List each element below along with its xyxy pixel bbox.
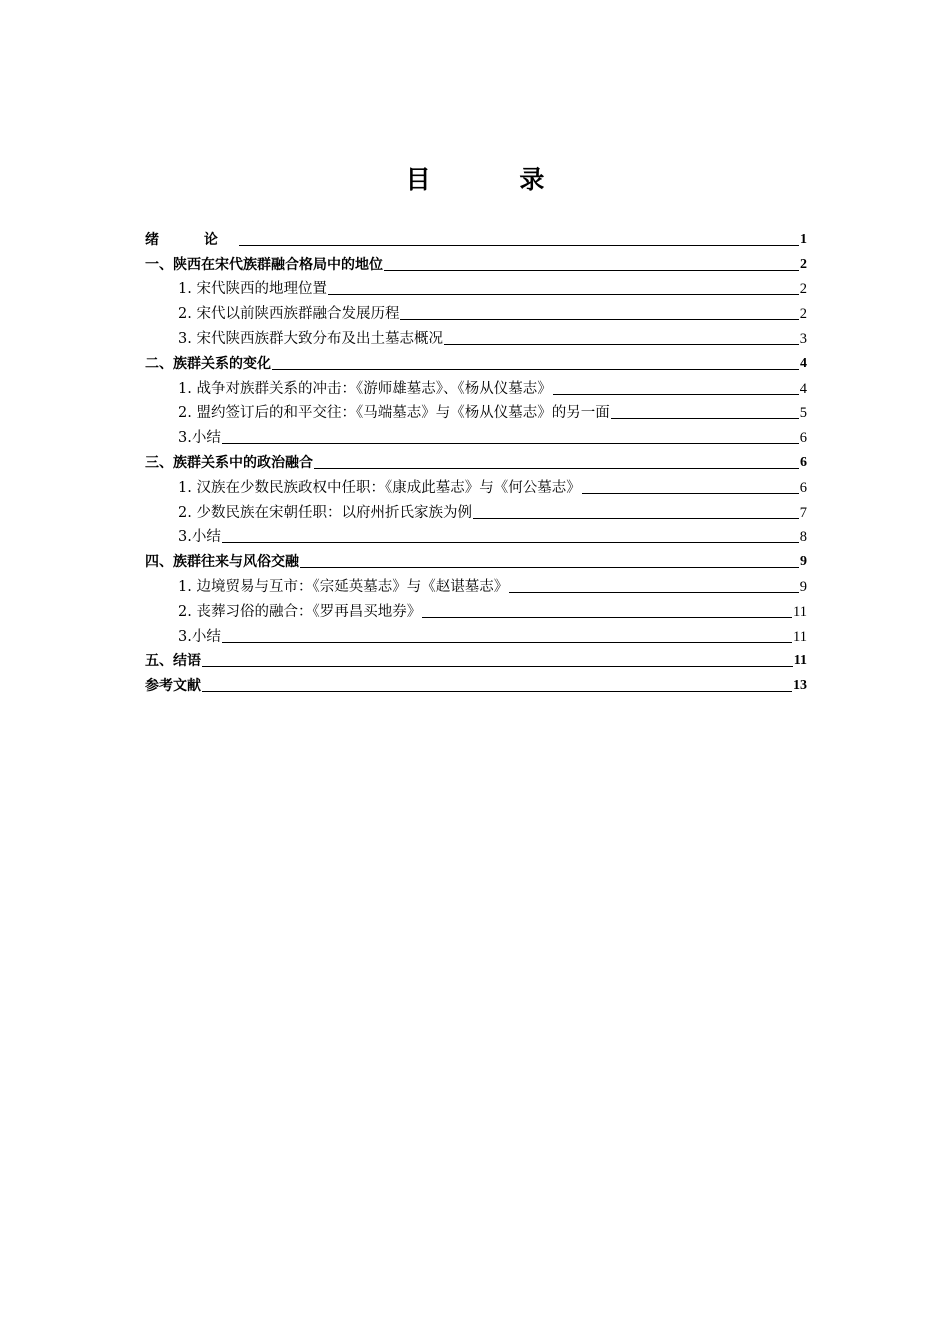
toc-entry-page: 6 xyxy=(800,454,807,470)
toc-entry-label: 1. 宋代陕西的地理位置 xyxy=(178,281,327,298)
toc-leader-line xyxy=(422,616,792,618)
toc-entry-page: 11 xyxy=(793,653,807,669)
toc-entry-label: 3.小结 xyxy=(178,628,221,645)
toc-entry[interactable] xyxy=(145,447,807,472)
toc-subentry[interactable] xyxy=(145,274,807,299)
toc-entry-label: 1. 战争对族群关系的冲击：《游师雄墓志》、《杨从仪墓志》 xyxy=(178,380,552,397)
toc-entry-label: 3.小结 xyxy=(178,529,221,546)
toc-leader-line xyxy=(509,591,799,593)
toc-entry-label: 3. 宋代陕西族群大致分布及出土墓志概况 xyxy=(178,330,443,347)
toc-subentry[interactable] xyxy=(145,298,807,323)
toc-subentry[interactable] xyxy=(145,373,807,398)
toc-subentry[interactable] xyxy=(145,472,807,497)
toc-subentry[interactable] xyxy=(145,596,807,621)
toc-entry-page: 13 xyxy=(793,678,807,694)
toc-leader-line xyxy=(314,467,799,469)
toc-entry-label: 五、结语 xyxy=(145,653,201,670)
toc-leader-line xyxy=(222,442,799,444)
toc-entry-page: 9 xyxy=(800,554,807,570)
toc-entry-label: 2. 宋代以前陕西族群融合发展历程 xyxy=(178,306,400,323)
toc-subentry[interactable] xyxy=(145,497,807,522)
toc-leader-line xyxy=(582,492,799,494)
toc-entry-label: 四、族群往来与风俗交融 xyxy=(145,554,299,571)
toc-leader-line xyxy=(444,343,799,345)
toc-entry-label: 二、族群关系的变化 xyxy=(145,355,271,372)
toc-entry-page: 3 xyxy=(799,330,807,347)
toc-entry[interactable] xyxy=(145,249,807,274)
toc-list xyxy=(145,224,807,695)
toc-leader-line xyxy=(611,417,799,419)
toc-entry-label: 3.小结 xyxy=(178,430,221,447)
toc-leader-line xyxy=(553,393,799,395)
toc-entry[interactable] xyxy=(145,670,807,695)
toc-leader-line xyxy=(222,541,799,543)
toc-entry-page: 7 xyxy=(799,504,807,521)
toc-entry-label: 1. 边境贸易与互市：《宗延英墓志》与《赵谌墓志》 xyxy=(178,578,509,595)
toc-subentry[interactable] xyxy=(145,323,807,348)
toc-entry-page: 5 xyxy=(799,405,807,422)
toc-subentry[interactable] xyxy=(145,398,807,423)
toc-entry-page: 6 xyxy=(799,479,807,496)
toc-leader-line xyxy=(384,269,799,271)
toc-leader-line xyxy=(272,368,799,370)
toc-entry[interactable] xyxy=(145,546,807,571)
toc-leader-line xyxy=(328,293,799,295)
toc-entry-page: 11 xyxy=(793,628,807,645)
toc-title: 目 录 xyxy=(405,165,585,194)
toc-leader-line xyxy=(202,665,793,667)
toc-subentry[interactable] xyxy=(145,522,807,547)
toc-entry-label: 2. 少数民族在宋朝任职：以府州折氏家族为例 xyxy=(178,504,472,521)
toc-entry-label: 绪 论 xyxy=(145,231,238,248)
toc-entry-page: 1 xyxy=(800,231,807,247)
toc-leader-line xyxy=(473,517,799,519)
toc-entry[interactable] xyxy=(145,224,807,249)
toc-leader-line xyxy=(400,318,798,320)
toc-entry-page: 11 xyxy=(793,603,807,620)
toc-leader-line xyxy=(300,566,799,568)
toc-entry-page: 2 xyxy=(800,256,807,272)
toc-entry-label: 2. 盟约签订后的和平交往：《马端墓志》与《杨从仪墓志》的另一面 xyxy=(178,405,610,422)
toc-leader-line xyxy=(239,244,799,246)
toc-entry-page: 2 xyxy=(799,281,807,298)
toc-entry-label: 参考文献 xyxy=(145,678,201,695)
toc-entry-label: 一、陕西在宋代族群融合格局中的地位 xyxy=(145,256,383,273)
toc-entry[interactable] xyxy=(145,348,807,373)
toc-subentry[interactable] xyxy=(145,621,807,646)
toc-entry-label: 三、族群关系中的政治融合 xyxy=(145,454,313,471)
toc-entry[interactable] xyxy=(145,646,807,671)
toc-subentry[interactable] xyxy=(145,422,807,447)
toc-entry-page: 9 xyxy=(799,578,807,595)
toc-entry-label: 1. 汉族在少数民族政权中任职：《康成此墓志》与《何公墓志》 xyxy=(178,479,581,496)
toc-entry-page: 4 xyxy=(799,380,807,397)
toc-subentry[interactable] xyxy=(145,571,807,596)
toc-leader-line xyxy=(222,641,792,643)
toc-entry-page: 6 xyxy=(799,430,807,447)
toc-leader-line xyxy=(202,690,792,692)
toc-entry-page: 8 xyxy=(799,529,807,546)
toc-entry-page: 4 xyxy=(800,355,807,371)
toc-entry-page: 2 xyxy=(799,306,807,323)
toc-entry-label: 2. 丧葬习俗的融合：《罗再昌买地券》 xyxy=(178,603,422,620)
